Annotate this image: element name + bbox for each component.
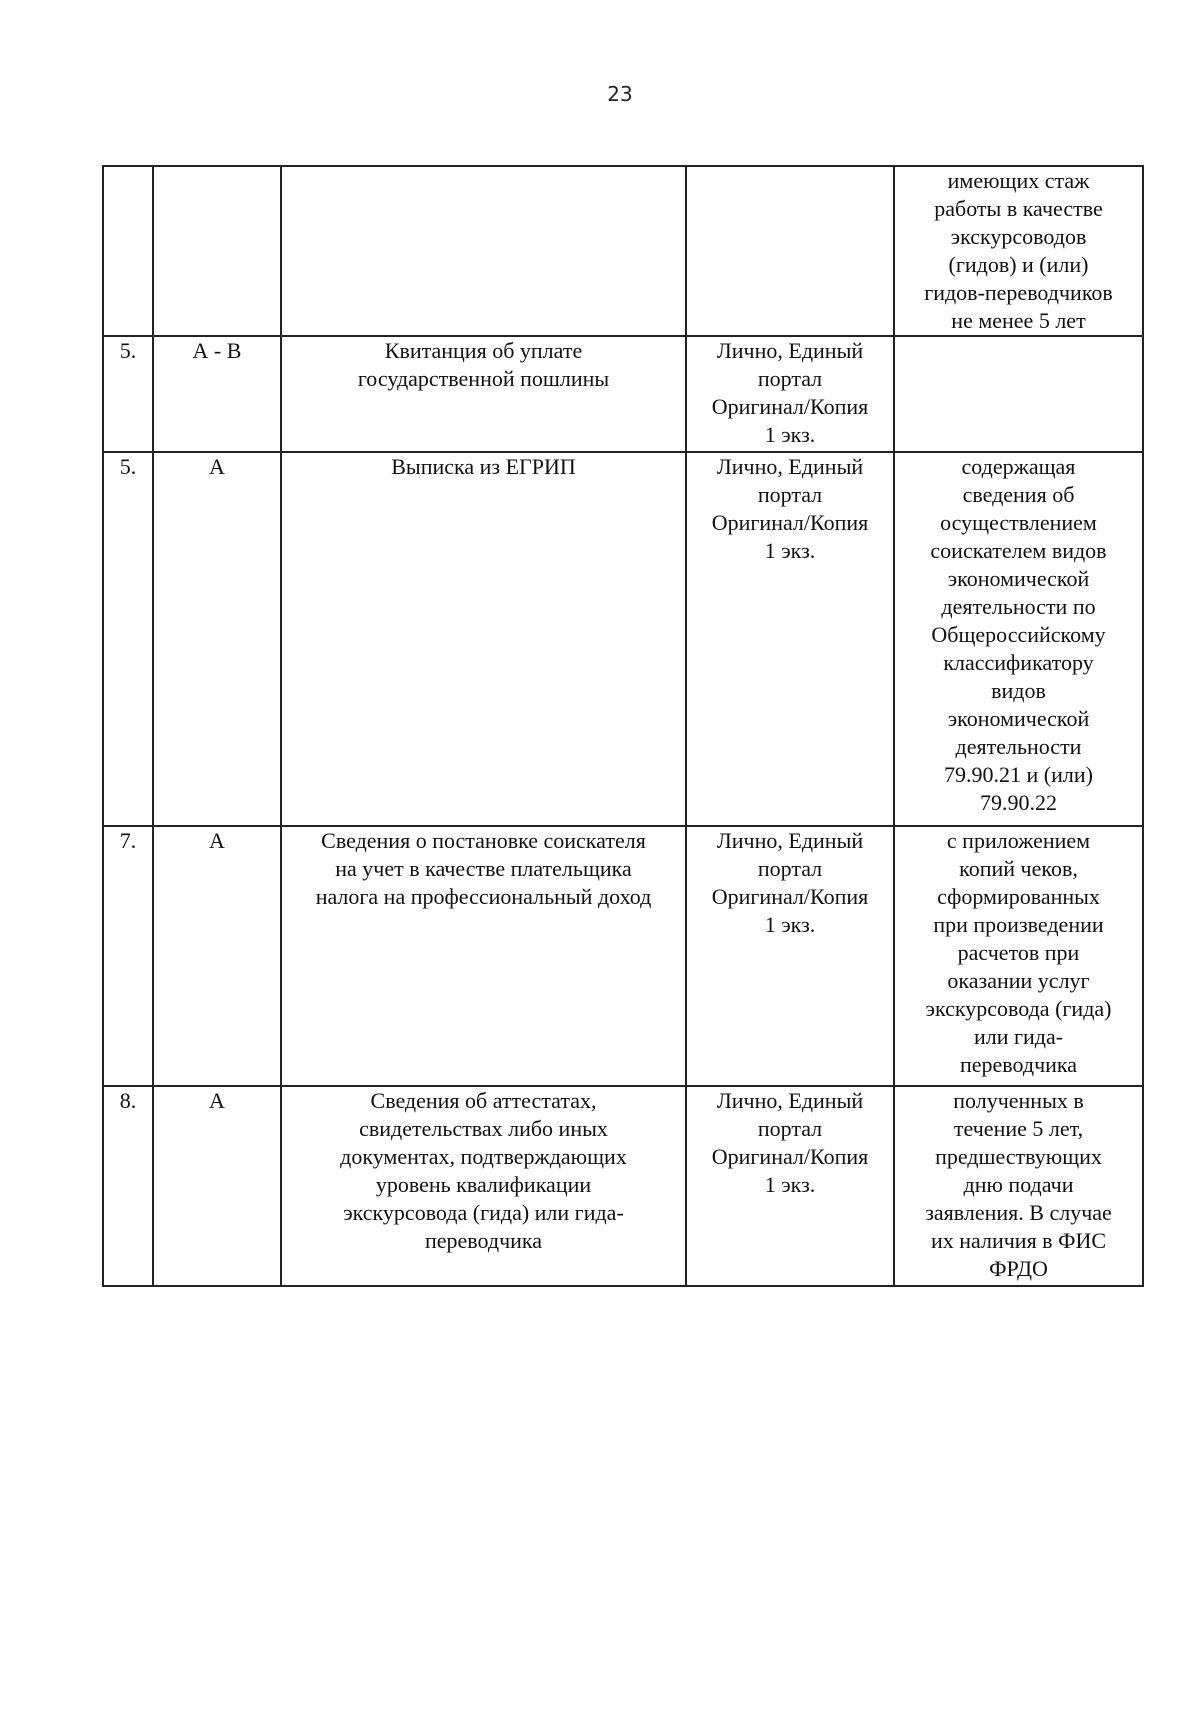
page-number: 23 — [607, 82, 633, 106]
row-number: 5. — [103, 452, 153, 826]
notes-line: 79.90.21 и (или) — [944, 762, 1093, 787]
document-name-line: на учет в качестве плательщика — [335, 856, 632, 881]
notes-line: (гидов) и (или) — [948, 252, 1089, 277]
notes-line: не менее 5 лет — [951, 308, 1086, 333]
submission-method-line: Лично, Единый — [716, 1088, 864, 1113]
document-name-line: уровень квалификации — [375, 1172, 592, 1197]
notes-line: дню подачи — [963, 1172, 1074, 1197]
notes-line: осуществлением — [940, 510, 1097, 535]
table-row — [103, 1086, 1143, 1286]
notes-line: имеющих стаж — [947, 168, 1090, 193]
submission-method-line: 1 экз. — [764, 912, 816, 937]
notes-line: деятельности по — [941, 594, 1096, 619]
submission-method-line: портал — [757, 482, 823, 507]
row-category: А — [153, 1086, 281, 1286]
notes-line: содержащая — [961, 454, 1076, 479]
notes-line: их наличия в ФИС — [930, 1228, 1107, 1253]
notes-line: 79.90.22 — [980, 790, 1057, 815]
notes-cell — [894, 166, 1143, 336]
document-name-cell — [281, 166, 686, 336]
submission-method-cell — [686, 166, 894, 336]
notes-line: или гида- — [973, 1024, 1064, 1049]
notes-line: предшествующих — [935, 1144, 1102, 1169]
submission-method-cell — [686, 336, 894, 452]
document-name-line: экскурсовода (гида) или гида- — [343, 1200, 624, 1225]
document-name-cell — [281, 336, 686, 452]
document-name-line: налога на профессиональный доход — [315, 884, 652, 909]
submission-method-line: 1 экз. — [764, 422, 816, 447]
row-number — [103, 166, 153, 336]
notes-cell — [894, 1086, 1143, 1286]
notes-line: с приложением — [946, 828, 1091, 853]
notes-line: полученных в — [953, 1088, 1084, 1113]
submission-method-line: Лично, Единый — [716, 454, 864, 479]
submission-method-line: Оригинал/Копия — [711, 884, 869, 909]
submission-method-line: 1 экз. — [764, 538, 816, 563]
notes-line: экономической — [947, 706, 1090, 731]
row-number: 7. — [103, 826, 153, 1086]
notes-line: течение 5 лет, — [953, 1116, 1084, 1141]
submission-method-line: Оригинал/Копия — [711, 394, 869, 419]
notes-cell — [894, 452, 1143, 826]
notes-line: ФРДО — [989, 1256, 1048, 1281]
row-category: А — [153, 452, 281, 826]
document-name-line: Сведения об аттестатах, — [370, 1088, 597, 1113]
row-number: 8. — [103, 1086, 153, 1286]
notes-line: гидов-переводчиков — [924, 280, 1113, 305]
notes-line: заявления. В случае — [925, 1200, 1112, 1225]
notes-cell — [894, 336, 1143, 452]
notes-line: сформированных — [937, 884, 1100, 909]
notes-line: классификатору — [943, 650, 1094, 675]
notes-line: видов — [991, 678, 1046, 703]
document-name-cell — [281, 452, 686, 826]
notes-line: экономической — [947, 566, 1090, 591]
notes-line: копий чеков, — [959, 856, 1078, 881]
submission-method-line: Оригинал/Копия — [711, 1144, 869, 1169]
table-row — [103, 826, 1143, 1086]
submission-method-cell — [686, 452, 894, 826]
submission-method-line: портал — [757, 856, 823, 881]
row-category: А - В — [153, 336, 281, 452]
notes-line: работы в качестве — [934, 196, 1103, 221]
notes-line: экскурсоводов — [950, 224, 1087, 249]
document-name-line: Квитанция об уплате — [384, 338, 583, 363]
notes-line: Общероссийскому — [931, 622, 1106, 647]
notes-cell — [894, 826, 1143, 1086]
table-row — [103, 166, 1143, 336]
notes-line: оказании услуг — [947, 968, 1090, 993]
notes-line: экскурсовода (гида) — [925, 996, 1112, 1021]
document-name-line: Выписка из ЕГРИП — [391, 454, 576, 479]
document-name-line: переводчика — [424, 1228, 543, 1253]
submission-method-line: Лично, Единый — [716, 828, 864, 853]
notes-line: деятельности — [955, 734, 1082, 759]
document-name-line: документах, подтверждающих — [340, 1144, 627, 1169]
submission-method-cell — [686, 826, 894, 1086]
submission-method-cell — [686, 1086, 894, 1286]
document-name-cell — [281, 1086, 686, 1286]
notes-line: соискателем видов — [930, 538, 1107, 563]
document-name-line: Сведения о постановке соискателя — [321, 828, 646, 853]
row-category — [153, 166, 281, 336]
document-name-line: свидетельствах либо иных — [359, 1116, 608, 1141]
documents-table — [102, 165, 1144, 1287]
row-number: 5. — [103, 336, 153, 452]
submission-method-line: портал — [757, 366, 823, 391]
notes-line: при произведении — [933, 912, 1104, 937]
notes-line: расчетов при — [957, 940, 1080, 965]
document-name-line: государственной пошлины — [357, 366, 610, 391]
submission-method-line: портал — [757, 1116, 823, 1141]
table-row — [103, 336, 1143, 452]
submission-method-line: Оригинал/Копия — [711, 510, 869, 535]
submission-method-line: Лично, Единый — [716, 338, 864, 363]
table-row — [103, 452, 1143, 826]
notes-line: сведения об — [962, 482, 1075, 507]
submission-method-line: 1 экз. — [764, 1172, 816, 1197]
notes-line: переводчика — [959, 1052, 1078, 1077]
document-name-cell — [281, 826, 686, 1086]
row-category: А — [153, 826, 281, 1086]
